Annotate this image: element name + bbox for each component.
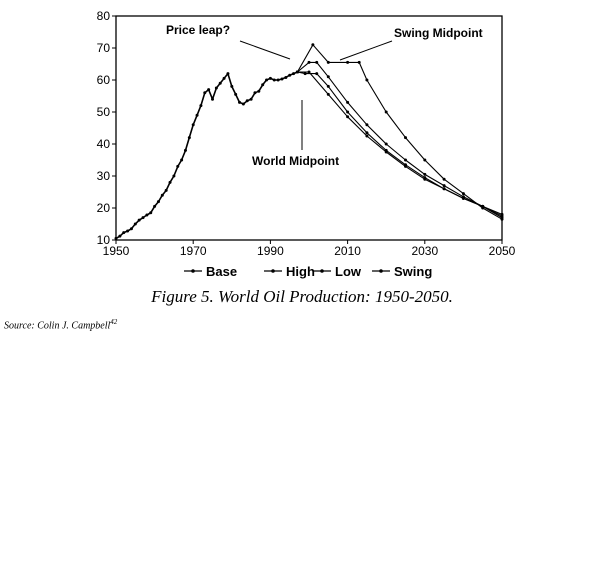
data-point-history (269, 77, 272, 80)
data-point-history (153, 205, 156, 208)
source-note (4, 318, 117, 331)
x-tick-label: 2050 (488, 244, 516, 258)
data-point-base (365, 135, 368, 138)
y-tick-label: 50 (96, 105, 110, 119)
data-point-history (219, 82, 222, 85)
data-point-history (188, 136, 191, 139)
data-point-high (385, 143, 388, 146)
x-axis (103, 240, 516, 258)
data-point-history (207, 88, 210, 91)
data-point-history (192, 123, 195, 126)
plot-frame (116, 16, 502, 240)
data-point-base (327, 93, 330, 96)
x-tick-label: 2030 (411, 244, 439, 258)
data-point-history (230, 85, 233, 88)
data-point-history (161, 194, 164, 197)
data-point-history (180, 159, 183, 162)
data-point-history (238, 101, 241, 104)
data-point-history (157, 200, 160, 203)
data-point-low (304, 72, 307, 75)
data-point-history (277, 79, 280, 82)
oil-production-chart (0, 0, 604, 290)
data-point-history (223, 77, 226, 80)
data-point-history (246, 99, 249, 102)
data-point-swing (296, 71, 299, 74)
data-point-low (365, 131, 368, 134)
data-point-high (404, 159, 407, 162)
y-tick-label: 30 (96, 169, 110, 183)
data-point-high (327, 75, 330, 78)
legend-label-base: Base (206, 264, 238, 279)
data-point-history (118, 235, 121, 238)
data-point-history (211, 98, 214, 101)
data-point-high (365, 123, 368, 126)
data-point-swing (501, 218, 504, 221)
legend-item-swing (372, 264, 432, 279)
data-point-history (226, 72, 229, 75)
data-point-history (203, 91, 206, 94)
data-point-history (196, 114, 199, 117)
data-point-history (284, 76, 287, 79)
data-point-low (327, 85, 330, 88)
data-point-history (172, 175, 175, 178)
legend-label-high: High (286, 264, 315, 279)
x-tick-label: 1990 (257, 244, 284, 258)
figure-caption: Figure 5. World Oil Production: 1950-2050. (151, 287, 453, 306)
data-point-history (149, 211, 152, 214)
data-point-history (134, 223, 137, 226)
legend-item-low (313, 264, 362, 279)
legend (184, 264, 432, 279)
data-point-low (443, 187, 446, 190)
data-point-history (138, 219, 141, 222)
data-point-history (199, 104, 202, 107)
data-point-low (462, 197, 465, 200)
x-tick-label: 1950 (102, 244, 130, 258)
data-point-swing (358, 61, 361, 64)
data-point-low (423, 176, 426, 179)
annotation-arrow-price-leap (240, 41, 290, 59)
data-point-history (265, 79, 268, 82)
data-point-history (242, 103, 245, 106)
y-tick-label: 20 (96, 201, 110, 215)
x-tick-label: 1970 (179, 244, 207, 258)
data-point-low (404, 163, 407, 166)
data-point-low (315, 72, 318, 75)
data-point-history (122, 231, 125, 234)
legend-item-high (264, 264, 315, 279)
data-point-low (501, 215, 504, 218)
data-point-history (253, 91, 256, 94)
data-point-high (423, 173, 426, 176)
data-point-swing (404, 136, 407, 139)
legend-marker-base (191, 269, 195, 273)
data-point-swing (311, 43, 314, 46)
data-point-low (385, 149, 388, 152)
data-point-swing (327, 61, 330, 64)
data-point-high (308, 61, 311, 64)
y-tick-label: 80 (96, 9, 110, 23)
y-tick-label: 60 (96, 73, 110, 87)
data-point-history (288, 74, 291, 77)
legend-label-swing: Swing (394, 264, 433, 279)
legend-marker-high (271, 269, 275, 273)
data-point-history (292, 72, 295, 75)
data-point-history (261, 83, 264, 86)
y-tick-label: 70 (96, 41, 110, 55)
data-point-history (184, 149, 187, 152)
data-point-history (169, 181, 172, 184)
legend-marker-swing (379, 269, 383, 273)
data-point-high (346, 101, 349, 104)
legend-item-base (184, 264, 237, 279)
data-point-history (130, 227, 133, 230)
data-point-base (346, 115, 349, 118)
series-line-swing (297, 45, 502, 219)
data-point-history (176, 165, 179, 168)
data-point-swing (365, 79, 368, 82)
source-reference: 42 (110, 318, 118, 326)
annotation-swing-midpoint: Swing Midpoint (394, 26, 483, 40)
data-point-history (273, 79, 276, 82)
annotation-world-midpoint: World Midpoint (252, 154, 340, 168)
data-point-high (443, 184, 446, 187)
annotation-arrow-swing-midpoint (340, 41, 392, 60)
data-point-history (115, 237, 118, 240)
data-point-history (145, 214, 148, 217)
y-axis (97, 9, 116, 247)
data-point-swing (443, 178, 446, 181)
data-point-history (250, 98, 253, 101)
series-lines (115, 43, 504, 240)
y-tick-label: 40 (96, 137, 110, 151)
data-point-history (257, 90, 260, 93)
legend-marker-low (320, 269, 324, 273)
data-point-swing (462, 192, 465, 195)
data-point-low (346, 111, 349, 114)
annotation-price-leap: Price leap? (166, 23, 231, 37)
data-point-history (142, 216, 145, 219)
data-point-history (215, 87, 218, 90)
data-point-history (234, 93, 237, 96)
data-point-swing (385, 111, 388, 114)
data-point-swing (481, 207, 484, 210)
data-point-history (126, 230, 129, 233)
data-point-high (315, 61, 318, 64)
data-point-history (280, 78, 283, 81)
x-tick-label: 2010 (334, 244, 361, 258)
source-text: Source: Colin J. Campbell (4, 320, 111, 332)
data-point-swing (423, 159, 426, 162)
legend-label-low: Low (335, 264, 361, 279)
data-point-swing (346, 61, 349, 64)
y-tick-label: 10 (96, 233, 110, 247)
data-point-history (165, 189, 168, 192)
